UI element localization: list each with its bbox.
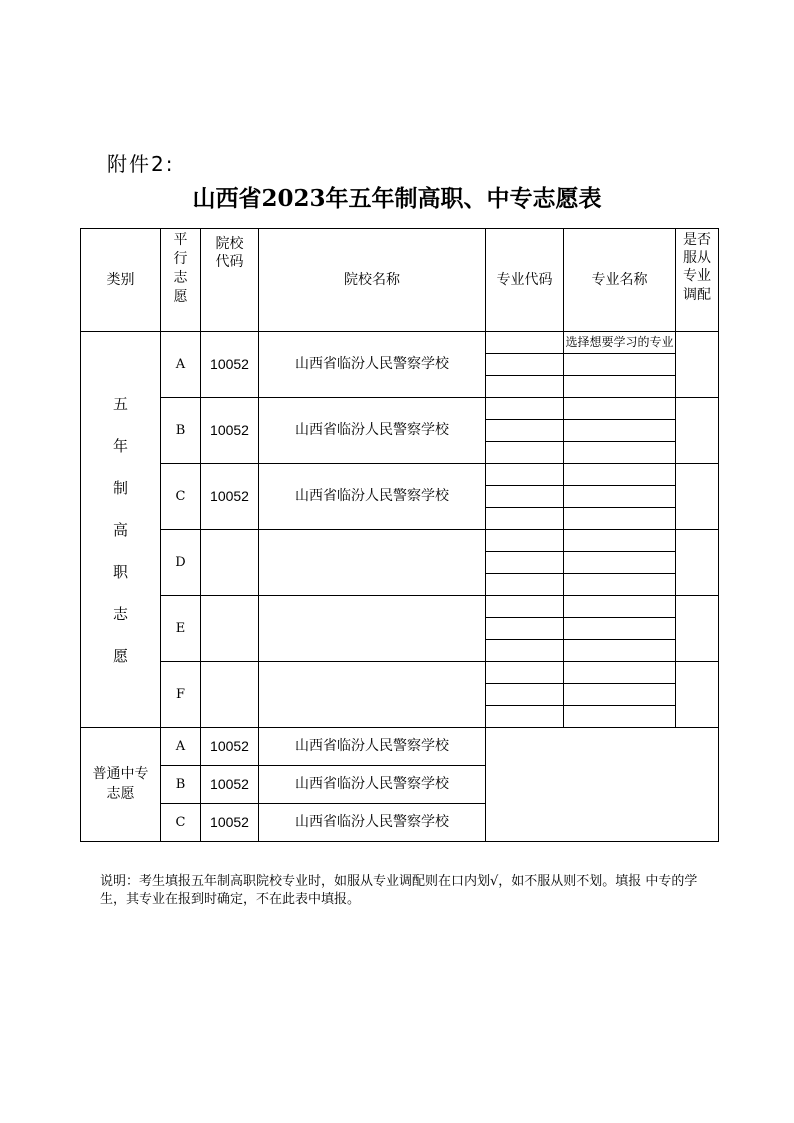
school-code-cell[interactable]: 10052 (201, 804, 259, 842)
secondary-blank-area (486, 728, 719, 842)
five-year-row-e (81, 596, 719, 618)
school-code-cell[interactable] (201, 596, 259, 662)
five-year-row-d (81, 530, 719, 552)
school-name-cell[interactable] (259, 596, 486, 662)
major-name-select[interactable]: 选择想要学习的专业 (564, 332, 676, 354)
major-name-cell[interactable] (564, 486, 676, 508)
major-name-cell[interactable] (564, 552, 676, 574)
major-code-cell[interactable] (486, 684, 564, 706)
major-code-cell[interactable] (486, 618, 564, 640)
school-name-cell[interactable]: 山西省临汾人民警察学校 (259, 464, 486, 530)
major-name-cell[interactable] (564, 640, 676, 662)
major-name-cell[interactable] (564, 706, 676, 728)
school-name-cell[interactable]: 山西省临汾人民警察学校 (259, 766, 486, 804)
obey-adjust-cell[interactable] (676, 596, 719, 662)
school-code-cell[interactable] (201, 530, 259, 596)
header-obey-adjust: 是否服从专业调配 (676, 229, 719, 332)
major-code-cell[interactable] (486, 398, 564, 420)
major-code-cell[interactable] (486, 354, 564, 376)
major-code-cell[interactable] (486, 332, 564, 354)
major-code-cell[interactable] (486, 706, 564, 728)
five-year-letter: B (161, 398, 201, 464)
header-category: 类别 (81, 229, 161, 332)
header-parallel: 平行志愿 (161, 229, 201, 332)
five-year-letter: D (161, 530, 201, 596)
major-name-cell[interactable] (564, 398, 676, 420)
header-major-name: 专业名称 (564, 229, 676, 332)
major-name-cell[interactable] (564, 354, 676, 376)
major-name-cell[interactable] (564, 684, 676, 706)
header-major-code: 专业代码 (486, 229, 564, 332)
school-code-cell[interactable]: 10052 (201, 728, 259, 766)
major-code-cell[interactable] (486, 574, 564, 596)
major-name-cell[interactable] (564, 618, 676, 640)
school-name-cell[interactable]: 山西省临汾人民警察学校 (259, 332, 486, 398)
major-code-cell[interactable] (486, 640, 564, 662)
major-name-cell[interactable] (564, 574, 676, 596)
major-code-cell[interactable] (486, 442, 564, 464)
major-name-cell[interactable] (564, 442, 676, 464)
secondary-letter: C (161, 804, 201, 842)
header-row (81, 229, 719, 332)
major-code-cell[interactable] (486, 530, 564, 552)
secondary-letter: A (161, 728, 201, 766)
major-code-cell[interactable] (486, 464, 564, 486)
five-year-letter: F (161, 662, 201, 728)
school-code-cell[interactable] (201, 662, 259, 728)
school-name-cell[interactable]: 山西省临汾人民警察学校 (259, 728, 486, 766)
major-name-cell[interactable] (564, 596, 676, 618)
major-code-cell[interactable] (486, 486, 564, 508)
school-name-cell[interactable]: 山西省临汾人民警察学校 (259, 398, 486, 464)
school-name-cell[interactable] (259, 530, 486, 596)
header-school-name: 院校名称 (259, 229, 486, 332)
major-code-cell[interactable] (486, 420, 564, 442)
major-code-cell[interactable] (486, 376, 564, 398)
secondary-letter: B (161, 766, 201, 804)
secondary-row-a (81, 728, 719, 766)
five-year-row-b (81, 398, 719, 420)
school-code-cell[interactable]: 10052 (201, 398, 259, 464)
major-code-cell[interactable] (486, 552, 564, 574)
obey-adjust-cell[interactable] (676, 398, 719, 464)
school-name-cell[interactable]: 山西省临汾人民警察学校 (259, 804, 486, 842)
secondary-category: 普通中专志愿 (81, 728, 161, 842)
five-year-letter: C (161, 464, 201, 530)
major-code-cell[interactable] (486, 596, 564, 618)
form-title: 山西省2023年五年制高职、中专志愿表 (192, 185, 602, 212)
explanation-note: 说明：考生填报五年制高职院校专业时，如服从专业调配则在口内划√，如不服从则不划。填报 中专的学生，其专业在报到时确定，不在此表中填报。 (100, 874, 698, 907)
school-code-cell[interactable]: 10052 (201, 464, 259, 530)
major-name-cell[interactable] (564, 530, 676, 552)
five-year-letter: E (161, 596, 201, 662)
major-code-cell[interactable] (486, 662, 564, 684)
major-code-cell[interactable] (486, 508, 564, 530)
school-name-cell[interactable] (259, 662, 486, 728)
major-name-cell[interactable] (564, 464, 676, 486)
five-year-row-f (81, 662, 719, 684)
major-name-cell[interactable] (564, 376, 676, 398)
five-year-row-c (81, 464, 719, 486)
obey-adjust-cell[interactable] (676, 464, 719, 530)
obey-adjust-cell[interactable] (676, 332, 719, 398)
school-code-cell[interactable]: 10052 (201, 332, 259, 398)
obey-adjust-cell[interactable] (676, 530, 719, 596)
attachment-label: 附件2: (107, 152, 175, 176)
obey-adjust-cell[interactable] (676, 662, 719, 728)
major-name-cell[interactable] (564, 420, 676, 442)
five-year-row-a (81, 332, 719, 354)
header-school-code: 院校代码 (201, 229, 259, 332)
major-name-cell[interactable] (564, 662, 676, 684)
school-code-cell[interactable]: 10052 (201, 766, 259, 804)
application-form-table (80, 228, 719, 842)
major-name-cell[interactable] (564, 508, 676, 530)
five-year-category: 五年制高职志愿 (81, 332, 161, 728)
five-year-letter: A (161, 332, 201, 398)
